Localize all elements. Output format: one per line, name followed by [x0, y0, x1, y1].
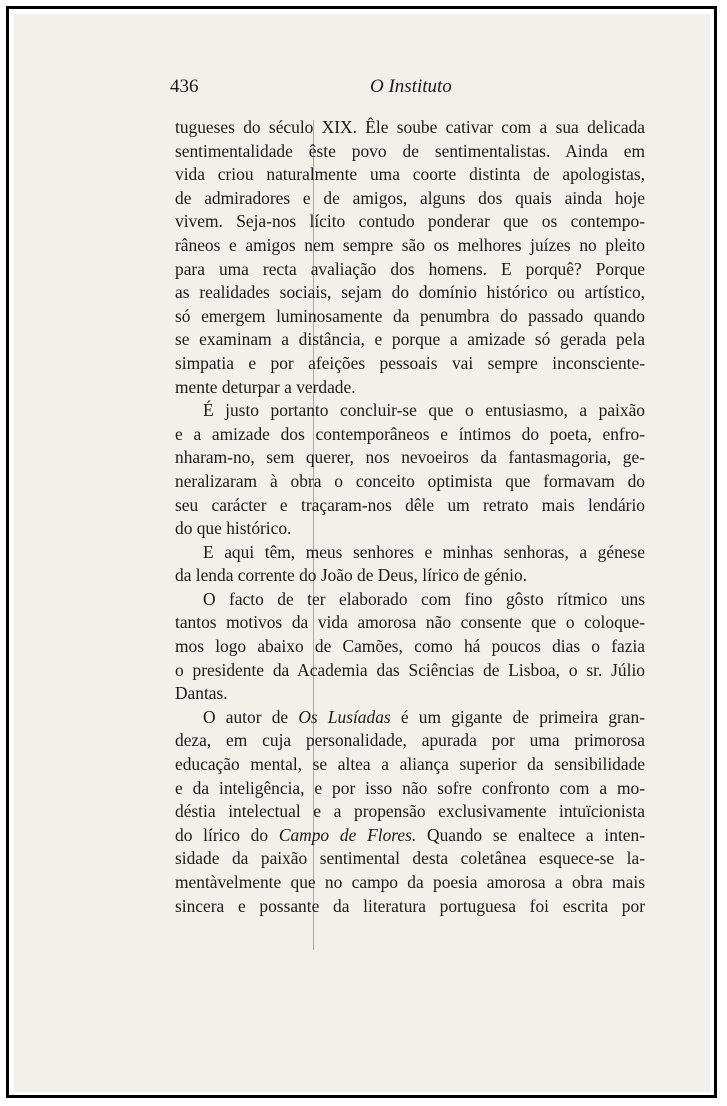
text-line: nharam-no, sem querer, nos nevoeiros da fantasmagoria, ge-: [175, 447, 645, 468]
text-line: de admiradores e de amigos, alguns dos quais ainda hoje: [175, 187, 645, 208]
page-number: 436: [170, 76, 199, 97]
text-line: O facto de ter elaborado com fino gôsto rítmico uns: [203, 588, 645, 609]
text-line: e da inteligência, e por isso não sofre confronto com a mo-: [175, 777, 645, 798]
text-line: do que histórico.: [175, 518, 292, 539]
text-line: É justo portanto concluir-se que o entusiasmo, a paixão: [203, 400, 645, 421]
text-line: tantos motivos da vida amorosa não consente que o coloque-: [175, 612, 645, 633]
text-line: mente deturpar a verdade.: [175, 376, 356, 397]
text-line: educação mental, se altea a aliança superior da sensibilidade: [175, 754, 645, 775]
text-line: sincera e possante da literatura portuguesa foi escrita por: [175, 895, 645, 916]
text-span: do lírico do: [175, 824, 279, 845]
text-line: mos logo abaixo de Camões, como há poucos dias o fazia: [175, 636, 645, 657]
text-line: sidade da paixão sentimental desta coletânea esquece-se la-: [175, 848, 645, 869]
text-line: para uma recta avaliação dos homens. E porquê? Porque: [175, 258, 645, 279]
text-line: vida criou naturalmente uma coorte distinta de apologistas,: [175, 164, 645, 185]
book-title-italic: Campo de Flores.: [278, 824, 417, 845]
text-span: é um gigante de primeira gran-: [390, 706, 646, 727]
text-line: [175, 706, 645, 730]
text-span: Quando se enaltece a inten-: [416, 824, 645, 845]
text-line: déstia intelectual e a propensão exclusivamente intuïcionista: [175, 801, 645, 822]
text-line: só emergem luminosamente da penumbra do passado quando: [175, 305, 645, 326]
text-line: simpatia e por afeições pessoais vai sempre inconsciente-: [175, 352, 645, 373]
text-line: as realidades sociais, sejam do domínio histórico ou artístico,: [175, 282, 645, 303]
text-line: sentimentalidade êste povo de sentimentalistas. Ainda em: [175, 140, 645, 161]
text-line: E aqui têm, meus senhores e minhas senhoras, a génese: [203, 541, 645, 562]
text-line: mentàvelmente que no campo da poesia amorosa a obra mais: [175, 872, 645, 892]
text-line: Dantas.: [175, 683, 228, 704]
running-title: O Instituto: [370, 76, 452, 97]
book-title-italic: Os Lusíadas: [298, 706, 391, 727]
text-line: se examinam a distância, e porque a amizade só gerada pela: [175, 329, 645, 350]
text-line: tugueses do século XIX. Êle soube cativar com a sua delicada: [175, 117, 645, 137]
text-line: deza, em cuja personalidade, apurada por uma primorosa: [175, 730, 645, 751]
text-line: neralizaram à obra o conceito optimista que formavam do: [175, 470, 645, 491]
text-line: [175, 824, 645, 848]
body-text: [175, 116, 645, 918]
text-line: seu carácter e traçaram-nos dêle um retrato mais lendário: [175, 494, 645, 515]
page-header: [170, 76, 600, 100]
text-span: O autor de: [203, 706, 299, 727]
text-line: o presidente da Academia das Sciências de Lisboa, o sr. Júlio: [175, 659, 645, 680]
text-line: da lenda corrente do João de Deus, lírico de génio.: [175, 565, 528, 586]
text-line: vivem. Seja-nos lícito contudo ponderar que os contempo-: [175, 211, 645, 232]
text-line: râneos e amigos nem sempre são os melhores juízes no pleito: [175, 234, 645, 255]
text-line: e a amizade dos contemporâneos e íntimos do poeta, enfro-: [175, 423, 645, 444]
